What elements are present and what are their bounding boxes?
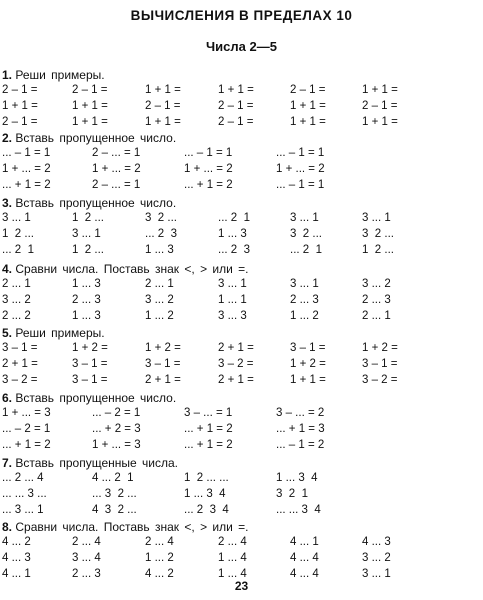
exercise-item: 1 + 1 = bbox=[290, 100, 326, 112]
exercise-item: ... 3 ... 1 bbox=[2, 504, 44, 516]
exercise-item: 3 – 2 = bbox=[362, 374, 398, 386]
exercise-item: 1 + 1 = bbox=[72, 100, 108, 112]
exercise-item: ... – 1 = 1 bbox=[276, 147, 325, 159]
task-number: 6. bbox=[2, 391, 13, 405]
exercise-item: 1 + ... = 2 bbox=[92, 163, 141, 175]
exercise-item: 1 + ... = 2 bbox=[2, 163, 51, 175]
exercise-item: 2 – 1 = bbox=[72, 84, 108, 96]
exercise-item: 1 ... 2 bbox=[145, 552, 174, 564]
exercise-item: 2 + 1 = bbox=[2, 358, 38, 370]
exercise-row bbox=[0, 100, 483, 116]
task-heading bbox=[2, 196, 176, 210]
exercise-row bbox=[0, 374, 483, 390]
exercise-item: 1 + ... = 2 bbox=[276, 163, 325, 175]
exercise-item: ... + 2 = 3 bbox=[92, 423, 141, 435]
exercise-item: 1 ... 3 bbox=[72, 278, 101, 290]
exercise-item: 3 2 1 bbox=[276, 488, 308, 500]
exercise-item: 1 2 ... bbox=[362, 244, 394, 256]
task-instruction: Реши примеры. bbox=[15, 326, 105, 340]
exercise-item: 3 2 ... bbox=[362, 228, 394, 240]
exercise-item: 1 + 1 = bbox=[145, 116, 181, 128]
exercise-row bbox=[0, 423, 483, 439]
exercise-item: 3 ... 1 bbox=[290, 278, 319, 290]
exercise-item: 3 ... 1 bbox=[362, 212, 391, 224]
exercise-item: 3 2 ... bbox=[290, 228, 322, 240]
exercise-item: 2 + 1 = bbox=[218, 342, 254, 354]
exercise-row bbox=[0, 179, 483, 195]
exercise-item: 1 ... 2 bbox=[290, 310, 319, 322]
exercise-row bbox=[0, 228, 483, 244]
exercise-row bbox=[0, 147, 483, 163]
exercise-item: ... 2 3 bbox=[218, 244, 250, 256]
exercise-item: 3 – 2 = bbox=[2, 374, 38, 386]
task-instruction: Вставь пропущенные числа. bbox=[15, 456, 178, 470]
exercise-item: 3 – 1 = bbox=[290, 342, 326, 354]
exercise-item: 4 ... 2 1 bbox=[92, 472, 134, 484]
exercise-item: 1 + 1 = bbox=[2, 100, 38, 112]
exercise-row bbox=[0, 504, 483, 520]
exercise-item: 2 ... 1 bbox=[2, 278, 31, 290]
exercise-item: 1 + 1 = bbox=[362, 116, 398, 128]
exercise-item: 2 – 1 = bbox=[145, 100, 181, 112]
exercise-row bbox=[0, 552, 483, 568]
exercise-item: 1 + 1 = bbox=[290, 374, 326, 386]
exercise-item: 1 + 1 = bbox=[145, 84, 181, 96]
exercise-item: 4 ... 2 bbox=[2, 536, 31, 548]
exercise-item: ... 3 2 ... bbox=[92, 488, 137, 500]
exercise-item: 2 ... 1 bbox=[145, 278, 174, 290]
exercise-item: ... – 1 = 1 bbox=[2, 147, 51, 159]
exercise-item: ... + 1 = 2 bbox=[184, 423, 233, 435]
exercise-item: ... 2 ... 4 bbox=[2, 472, 44, 484]
page-title: ВЫЧИСЛЕНИЯ В ПРЕДЕЛАХ 10 bbox=[130, 8, 353, 23]
exercise-item: 4 ... 2 bbox=[145, 568, 174, 580]
exercise-row bbox=[0, 244, 483, 260]
exercise-item: 2 ... 1 bbox=[362, 310, 391, 322]
exercise-item: 3 ... 1 bbox=[72, 228, 101, 240]
exercise-item: 3 ... 1 bbox=[362, 568, 391, 580]
exercise-item: ... 2 1 bbox=[290, 244, 322, 256]
exercise-item: ... – 1 = 2 bbox=[276, 439, 325, 451]
task-number: 7. bbox=[2, 456, 13, 470]
exercise-item: 1 ... 3 bbox=[145, 244, 174, 256]
exercise-item: 3 ... 4 bbox=[72, 552, 101, 564]
exercise-item: 3 – 1 = bbox=[2, 342, 38, 354]
exercise-item: 4 3 2 ... bbox=[92, 504, 137, 516]
exercise-item: 1 + 1 = bbox=[218, 84, 254, 96]
exercise-item: 3 ... 3 bbox=[218, 310, 247, 322]
exercise-item: 1 + 2 = bbox=[290, 358, 326, 370]
exercise-item: 2 ... 3 bbox=[72, 294, 101, 306]
exercise-item: 2 ... 3 bbox=[72, 568, 101, 580]
exercise-item: 4 ... 4 bbox=[290, 568, 319, 580]
task-instruction: Вставь пропущенное число. bbox=[15, 391, 177, 405]
task-heading bbox=[2, 68, 105, 82]
task-number: 1. bbox=[2, 68, 13, 82]
task-heading bbox=[2, 456, 178, 470]
task-heading bbox=[2, 131, 176, 145]
task-instruction: Вставь пропущенное число. bbox=[15, 196, 177, 210]
exercise-item: 2 – 1 = bbox=[2, 84, 38, 96]
exercise-row bbox=[0, 536, 483, 552]
exercise-item: 1 + 1 = bbox=[290, 116, 326, 128]
exercise-item: 1 ... 2 bbox=[145, 310, 174, 322]
exercise-item: 3 ... 1 bbox=[2, 212, 31, 224]
exercise-row bbox=[0, 84, 483, 100]
exercise-item: 3 2 ... bbox=[145, 212, 177, 224]
task-number: 3. bbox=[2, 196, 13, 210]
exercise-item: ... 2 1 bbox=[218, 212, 250, 224]
exercise-item: 1 + ... = 2 bbox=[184, 163, 233, 175]
exercise-item: 4 ... 1 bbox=[2, 568, 31, 580]
exercise-item: ... – 2 = 1 bbox=[2, 423, 51, 435]
exercise-item: ... – 1 = 1 bbox=[276, 179, 325, 191]
task-instruction: Реши примеры. bbox=[15, 68, 105, 82]
exercise-item: 2 ... 4 bbox=[72, 536, 101, 548]
task-number: 4. bbox=[2, 262, 13, 276]
exercise-item: ... 2 3 4 bbox=[184, 504, 229, 516]
exercise-item: 2 + 1 = bbox=[218, 374, 254, 386]
exercise-row bbox=[0, 407, 483, 423]
exercise-row bbox=[0, 278, 483, 294]
exercise-item: 3 – 2 = bbox=[218, 358, 254, 370]
exercise-item: 1 2 ... ... bbox=[184, 472, 229, 484]
task-heading bbox=[2, 262, 249, 276]
exercise-item: ... – 1 = 1 bbox=[184, 147, 233, 159]
exercise-item: 2 – 1 = bbox=[2, 116, 38, 128]
exercise-item: 1 ... 1 bbox=[218, 294, 247, 306]
exercise-item: 1 + 2 = bbox=[362, 342, 398, 354]
task-number: 2. bbox=[2, 131, 13, 145]
exercise-row bbox=[0, 439, 483, 455]
exercise-item: 2 ... 3 bbox=[290, 294, 319, 306]
exercise-item: 1 + 1 = bbox=[362, 84, 398, 96]
exercise-row bbox=[0, 310, 483, 326]
exercise-item: ... ... 3 ... bbox=[2, 488, 47, 500]
exercise-item: 3 ... 1 bbox=[218, 278, 247, 290]
task-number: 8. bbox=[2, 520, 13, 534]
exercise-item: 1 2 ... bbox=[72, 212, 104, 224]
exercise-row bbox=[0, 472, 483, 488]
exercise-item: ... + 1 = 3 bbox=[276, 423, 325, 435]
exercise-item: 2 – 1 = bbox=[218, 116, 254, 128]
exercise-item: 2 ... 3 bbox=[362, 294, 391, 306]
exercise-item: 3 – 1 = bbox=[362, 358, 398, 370]
exercise-item: 3 ... 2 bbox=[2, 294, 31, 306]
exercise-item: 1 ... 3 4 bbox=[184, 488, 226, 500]
exercise-item: 2 – 1 = bbox=[290, 84, 326, 96]
exercise-item: 1 + 1 = bbox=[72, 116, 108, 128]
exercise-item: 3 ... 1 bbox=[290, 212, 319, 224]
exercise-row bbox=[0, 163, 483, 179]
exercise-item: 1 2 ... bbox=[2, 228, 34, 240]
exercise-item: 2 – 1 = bbox=[218, 100, 254, 112]
exercise-item: ... + 1 = 2 bbox=[2, 179, 51, 191]
exercise-item: 3 ... 2 bbox=[362, 552, 391, 564]
exercise-item: 3 – 1 = bbox=[72, 374, 108, 386]
exercise-item: 3 – 1 = bbox=[145, 358, 181, 370]
exercise-item: 1 ... 3 bbox=[218, 228, 247, 240]
exercise-item: 3 ... 2 bbox=[145, 294, 174, 306]
task-heading bbox=[2, 391, 176, 405]
exercise-item: ... + 1 = 2 bbox=[184, 179, 233, 191]
exercise-item: 1 + 2 = bbox=[145, 342, 181, 354]
exercise-item: 3 – ... = 1 bbox=[184, 407, 233, 419]
exercise-item: 1 ... 3 bbox=[72, 310, 101, 322]
exercise-item: 1 + ... = 3 bbox=[2, 407, 51, 419]
exercise-row bbox=[0, 294, 483, 310]
exercise-item: 2 ... 4 bbox=[145, 536, 174, 548]
page-number: 23 bbox=[234, 579, 249, 593]
exercise-item: ... ... 3 4 bbox=[276, 504, 321, 516]
exercise-row bbox=[0, 488, 483, 504]
task-instruction: Сравни числа. Поставь знак <, > или =. bbox=[15, 520, 249, 534]
exercise-item: ... 2 1 bbox=[2, 244, 34, 256]
exercise-item: 1 2 ... bbox=[72, 244, 104, 256]
exercise-row bbox=[0, 358, 483, 374]
exercise-row bbox=[0, 116, 483, 132]
task-instruction: Сравни числа. Поставь знак <, > или =. bbox=[15, 262, 249, 276]
exercise-item: 1 + 2 = bbox=[72, 342, 108, 354]
exercise-item: ... – 2 = 1 bbox=[92, 407, 141, 419]
exercise-item: 3 – ... = 2 bbox=[276, 407, 325, 419]
exercise-item: 2 – 1 = bbox=[362, 100, 398, 112]
exercise-item: 1 ... 4 bbox=[218, 552, 247, 564]
exercise-item: 2 – ... = 1 bbox=[92, 147, 141, 159]
exercise-item: ... 2 3 bbox=[145, 228, 177, 240]
exercise-item: 3 ... 2 bbox=[362, 278, 391, 290]
task-number: 5. bbox=[2, 326, 13, 340]
exercise-item: 4 ... 3 bbox=[2, 552, 31, 564]
task-heading bbox=[2, 326, 105, 340]
exercise-item: 1 ... 3 4 bbox=[276, 472, 318, 484]
exercise-item: ... + 1 = 2 bbox=[2, 439, 51, 451]
exercise-item: 2 – ... = 1 bbox=[92, 179, 141, 191]
exercise-item: 4 ... 1 bbox=[290, 536, 319, 548]
exercise-item: 4 ... 3 bbox=[362, 536, 391, 548]
exercise-item: ... + 1 = 2 bbox=[184, 439, 233, 451]
exercise-item: 1 + ... = 3 bbox=[92, 439, 141, 451]
exercise-item: 1 ... 4 bbox=[218, 568, 247, 580]
exercise-row bbox=[0, 342, 483, 358]
page-subtitle: Числа 2—5 bbox=[206, 39, 277, 54]
exercise-item: 4 ... 4 bbox=[290, 552, 319, 564]
task-instruction: Вставь пропущенное число. bbox=[15, 131, 177, 145]
exercise-row bbox=[0, 212, 483, 228]
exercise-item: 2 ... 2 bbox=[2, 310, 31, 322]
exercise-item: 2 ... 4 bbox=[218, 536, 247, 548]
exercise-item: 3 – 1 = bbox=[72, 358, 108, 370]
exercise-item: 2 + 1 = bbox=[145, 374, 181, 386]
task-heading bbox=[2, 520, 249, 534]
